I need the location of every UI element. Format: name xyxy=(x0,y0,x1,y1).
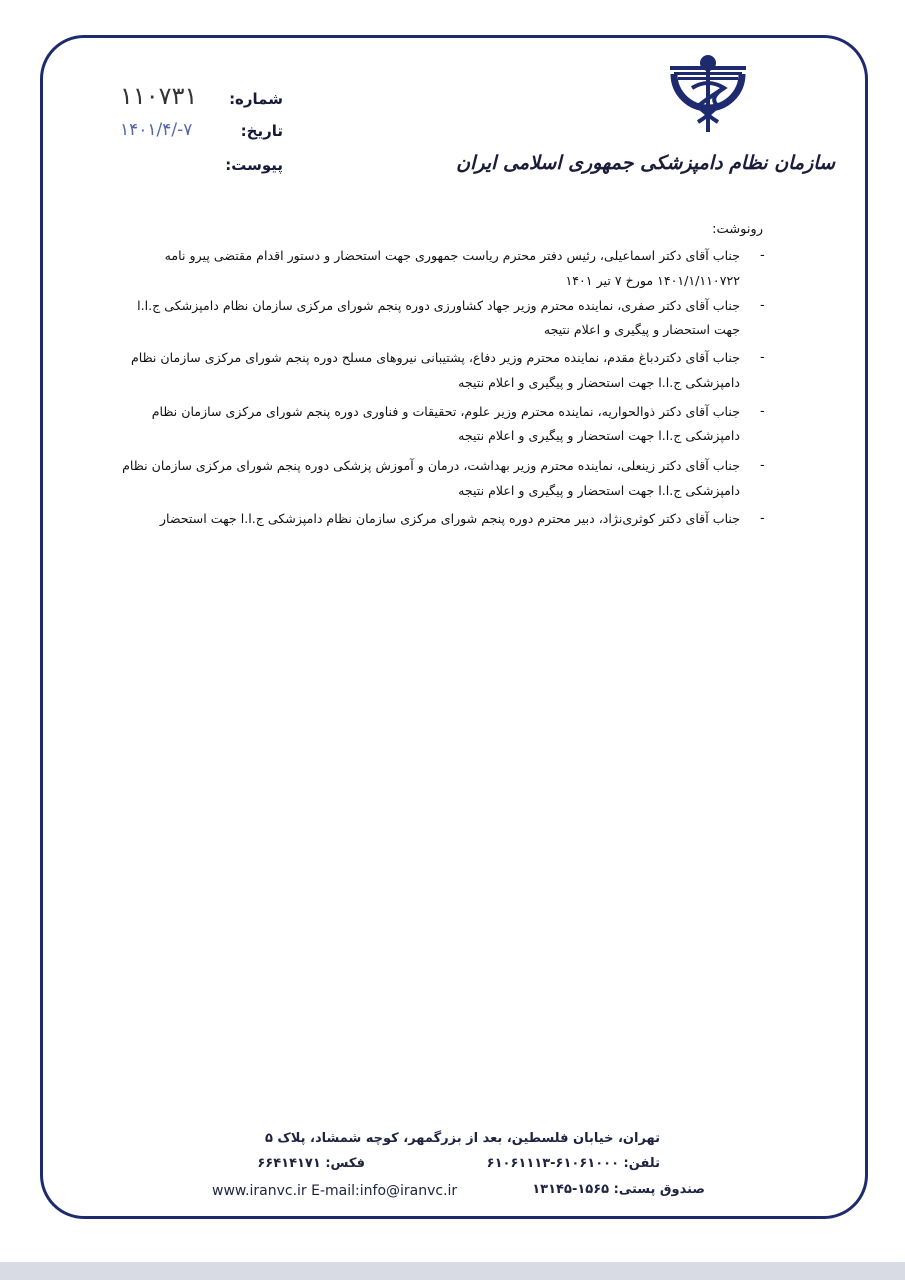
number-label: شماره: xyxy=(229,90,283,108)
list-dash: - xyxy=(760,458,765,473)
cc-line: دامپزشکی ج.ا.ا جهت استحضار و پیگیری و اعلام نتیجه xyxy=(458,375,740,390)
cc-line: جناب آقای دکتر کوثری‌نژاد، دبیر محترم دوره پنجم شورای مرکزی سازمان نظام دامپزشکی ج.ا.ا جهت استحضار xyxy=(159,511,740,526)
cc-heading: رونوشت: xyxy=(712,222,763,237)
list-dash: - xyxy=(760,511,765,526)
cc-line: جناب آقای دکتر ذوالحواریه، نماینده محترم وزیر علوم، تحقیقات و فناوری دوره پنجم شورای مرکزی سازمان نظام xyxy=(151,404,740,419)
list-dash: - xyxy=(760,404,765,419)
cc-line: دامپزشکی ج.ا.ا جهت استحضار و پیگیری و اعلام نتیجه xyxy=(458,483,740,498)
cc-line: ۱۴۰۱/۱/۱۱۰۷۲۲ مورخ ۷ تیر ۱۴۰۱ xyxy=(565,273,740,288)
attachment-label: پیوست: xyxy=(225,156,283,174)
cc-line: دامپزشکی ج.ا.ا جهت استحضار و پیگیری و اعلام نتیجه xyxy=(458,428,740,443)
footer-address: تهران، خیابان فلسطین، بعد از بزرگمهر، کوچه شمشاد، پلاک ۵ xyxy=(264,1131,660,1146)
footer-web-email: www.iranvc.ir E-mail:info@iranvc.ir xyxy=(212,1183,458,1199)
cc-line: جناب آقای دکتر اسماعیلی، رئیس دفتر محترم ریاست جمهوری جهت استحضار و دستور اقدام مقتضی پیرو نامه xyxy=(164,248,740,263)
footer-po-box: صندوق پستی: ۱۵۶۵-۱۳۱۴۵ xyxy=(532,1182,705,1197)
footer-fax: فکس: ۶۶۴۱۴۱۷۱ xyxy=(257,1156,365,1171)
cc-line: جناب آقای دکتر زینعلی، نماینده محترم وزیر بهداشت، درمان و آموزش پزشکی دوره پنجم شورای مرکزی سازمان نظام xyxy=(122,458,740,473)
list-dash: - xyxy=(760,248,765,263)
organization-logo-icon xyxy=(668,52,748,144)
footer-phone: تلفن: ۶۱۰۶۱۰۰۰-۶۱۰۶۱۱۱۳ xyxy=(486,1156,660,1171)
date-value: ۱۴۰۱/۴/-۷ xyxy=(120,120,193,140)
cc-line: جناب آقای دکتر صفری، نماینده محترم وزیر جهاد کشاورزی دوره پنجم شورای مرکزی سازمان نظام دامپزشکی ج.ا.ا xyxy=(137,298,740,313)
number-value: ۱۱۰۷۳۱ xyxy=(120,82,198,110)
list-dash: - xyxy=(760,350,765,365)
cc-line: جناب آقای دکتردباغ مقدم، نماینده محترم وزیر دفاع، پشتیبانی نیروهای مسلح دوره پنجم شورای مرکزی سازمان نظام xyxy=(130,350,740,365)
date-label: تاریخ: xyxy=(240,122,283,140)
cc-line: جهت استحضار و پیگیری و اعلام نتیجه xyxy=(543,322,740,337)
scan-edge xyxy=(0,1262,905,1280)
letterhead-frame xyxy=(40,35,868,1219)
organization-name: سازمان نظام دامپزشکی جمهوری اسلامی ایران xyxy=(456,152,835,174)
list-dash: - xyxy=(760,298,765,313)
